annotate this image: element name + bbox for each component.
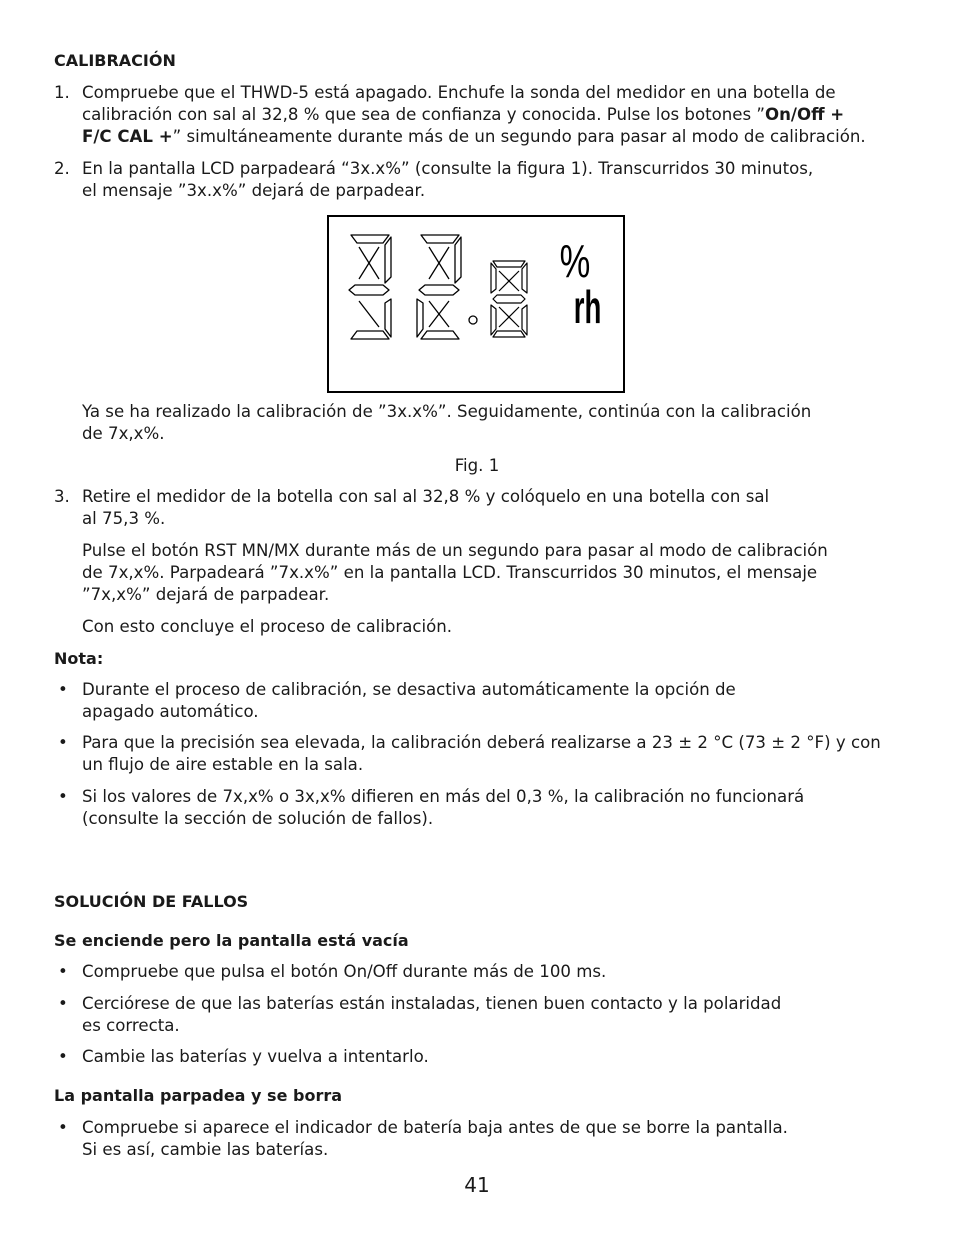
lcd-figure: [327, 215, 625, 393]
bullet-marker: •: [58, 1047, 68, 1066]
step-3-p2-line-1: Pulse el botón RST MN/MX durante más de un segundo para pasar al modo de calibración: [82, 541, 828, 560]
step-3-p2-line-3: ”7x,x%” dejará de parpadear.: [82, 585, 330, 604]
step-3: [82, 486, 912, 530]
step-2-line-2: el mensaje ”3x.x%” dejará de parpadear.: [82, 181, 426, 200]
troubleshoot-bullet-2-line-1: Cerciórese de que las baterías están instaladas, tienen buen contacto y la polaridad: [82, 994, 782, 1013]
subheading-flashing-screen: La pantalla parpadea y se borra: [54, 1086, 343, 1105]
section-heading-calibration: CALIBRACIÓN: [54, 51, 176, 70]
lcd-decimal-point: [469, 316, 477, 324]
bullet-marker: •: [58, 680, 68, 699]
step-number-3: 3.: [54, 487, 70, 506]
step-number-2: 2.: [54, 159, 70, 178]
step-1-line-2-text: calibración con sal al 32,8 % que sea de confianza y conocida. Pulse los botones ”: [82, 105, 765, 124]
bullet-marker: •: [58, 994, 68, 1013]
figure-caption: Fig. 1: [454, 456, 500, 475]
step-3-line-2: al 75,3 %.: [82, 509, 166, 528]
step-2-line-1: En la pantalla LCD parpadeará “3x.x%” (consulte la figura 1). Transcurridos 30 minutos,: [82, 159, 814, 178]
lcd-rh-label: rh: [573, 282, 602, 334]
step-3-paragraph-3: Con esto concluye el proceso de calibración.: [82, 617, 453, 636]
lcd-digit-3: [349, 235, 391, 339]
step-1-line-1: Compruebe que el THWD-5 está apagado. Enchufe la sonda del medidor en una botella de: [82, 83, 836, 102]
note-bullet-1: [82, 679, 912, 723]
bullet-marker: •: [58, 787, 68, 806]
note-bullet-3-line-2: (consulte la sección de solución de fallos).: [82, 809, 434, 828]
step-1-line-3: [82, 126, 912, 148]
step-1: [82, 82, 912, 148]
note-bullet-1-line-2: apagado automático.: [82, 702, 259, 721]
lcd-digit-2: [417, 235, 461, 339]
bullet-marker: •: [58, 733, 68, 752]
troubleshoot-bullet-4-line-1: Compruebe si aparece el indicador de batería baja antes de que se borre la pantalla.: [82, 1118, 788, 1137]
bullet-marker: •: [58, 1118, 68, 1137]
troubleshoot-bullet-2: [82, 993, 912, 1037]
page-number: 41: [464, 1173, 490, 1197]
lcd-digit-8: [491, 261, 527, 337]
step-1-line-2: [82, 104, 912, 126]
section-heading-troubleshooting: SOLUCIÓN DE FALLOS: [54, 892, 249, 911]
note-heading: Nota:: [54, 649, 104, 668]
lcd-display-graphic: [329, 217, 623, 391]
step-number-1: 1.: [54, 83, 70, 102]
troubleshoot-bullet-4: [82, 1117, 912, 1161]
note-bullet-3: [82, 786, 912, 830]
troubleshoot-bullet-1: Compruebe que pulsa el botón On/Off durante más de 100 ms.: [82, 962, 607, 981]
bullet-marker: •: [58, 962, 68, 981]
troubleshoot-bullet-4-line-2: Si es así, cambie las baterías.: [82, 1140, 329, 1159]
step-3-paragraph-2: [82, 540, 912, 606]
subheading-blank-screen: Se enciende pero la pantalla está vacía: [54, 931, 409, 950]
fc-cal-label: F/C CAL +: [82, 127, 173, 146]
note-bullet-2-line-1: Para que la precisión sea elevada, la calibración deberá realizarse a 23 ± 2 °C (73 ± 2 °F) y con: [82, 733, 881, 752]
step-1-line-3-text: ” simultáneamente durante más de un segundo para pasar al modo de calibración.: [172, 127, 866, 146]
troubleshoot-bullet-2-line-2: es correcta.: [82, 1016, 180, 1035]
after-figure-paragraph: [82, 401, 912, 445]
note-bullet-2-line-2: un flujo de aire estable en la sala.: [82, 755, 364, 774]
after-figure-line-2: de 7x,x%.: [82, 424, 165, 443]
note-bullet-1-line-1: Durante el proceso de calibración, se desactiva automáticamente la opción de: [82, 680, 736, 699]
lcd-percent-symbol: %: [559, 235, 591, 288]
troubleshoot-bullet-3: Cambie las baterías y vuelva a intentarlo.: [82, 1047, 429, 1066]
step-3-line-1: Retire el medidor de la botella con sal al 32,8 % y colóquelo en una botella con sal: [82, 487, 770, 506]
step-2: [82, 158, 912, 202]
step-3-p2-line-2: de 7x,x%. Parpadeará ”7x.x%” en la pantalla LCD. Transcurridos 30 minutos, el mensaje: [82, 563, 818, 582]
on-off-label: On/Off +: [765, 105, 845, 124]
after-figure-line-1: Ya se ha realizado la calibración de ”3x.x%”. Seguidamente, continúa con la calibración: [82, 402, 812, 421]
note-bullet-3-line-1: Si los valores de 7x,x% o 3x,x% difieren en más del 0,3 %, la calibración no funcionará: [82, 787, 805, 806]
note-bullet-2: [82, 732, 922, 776]
